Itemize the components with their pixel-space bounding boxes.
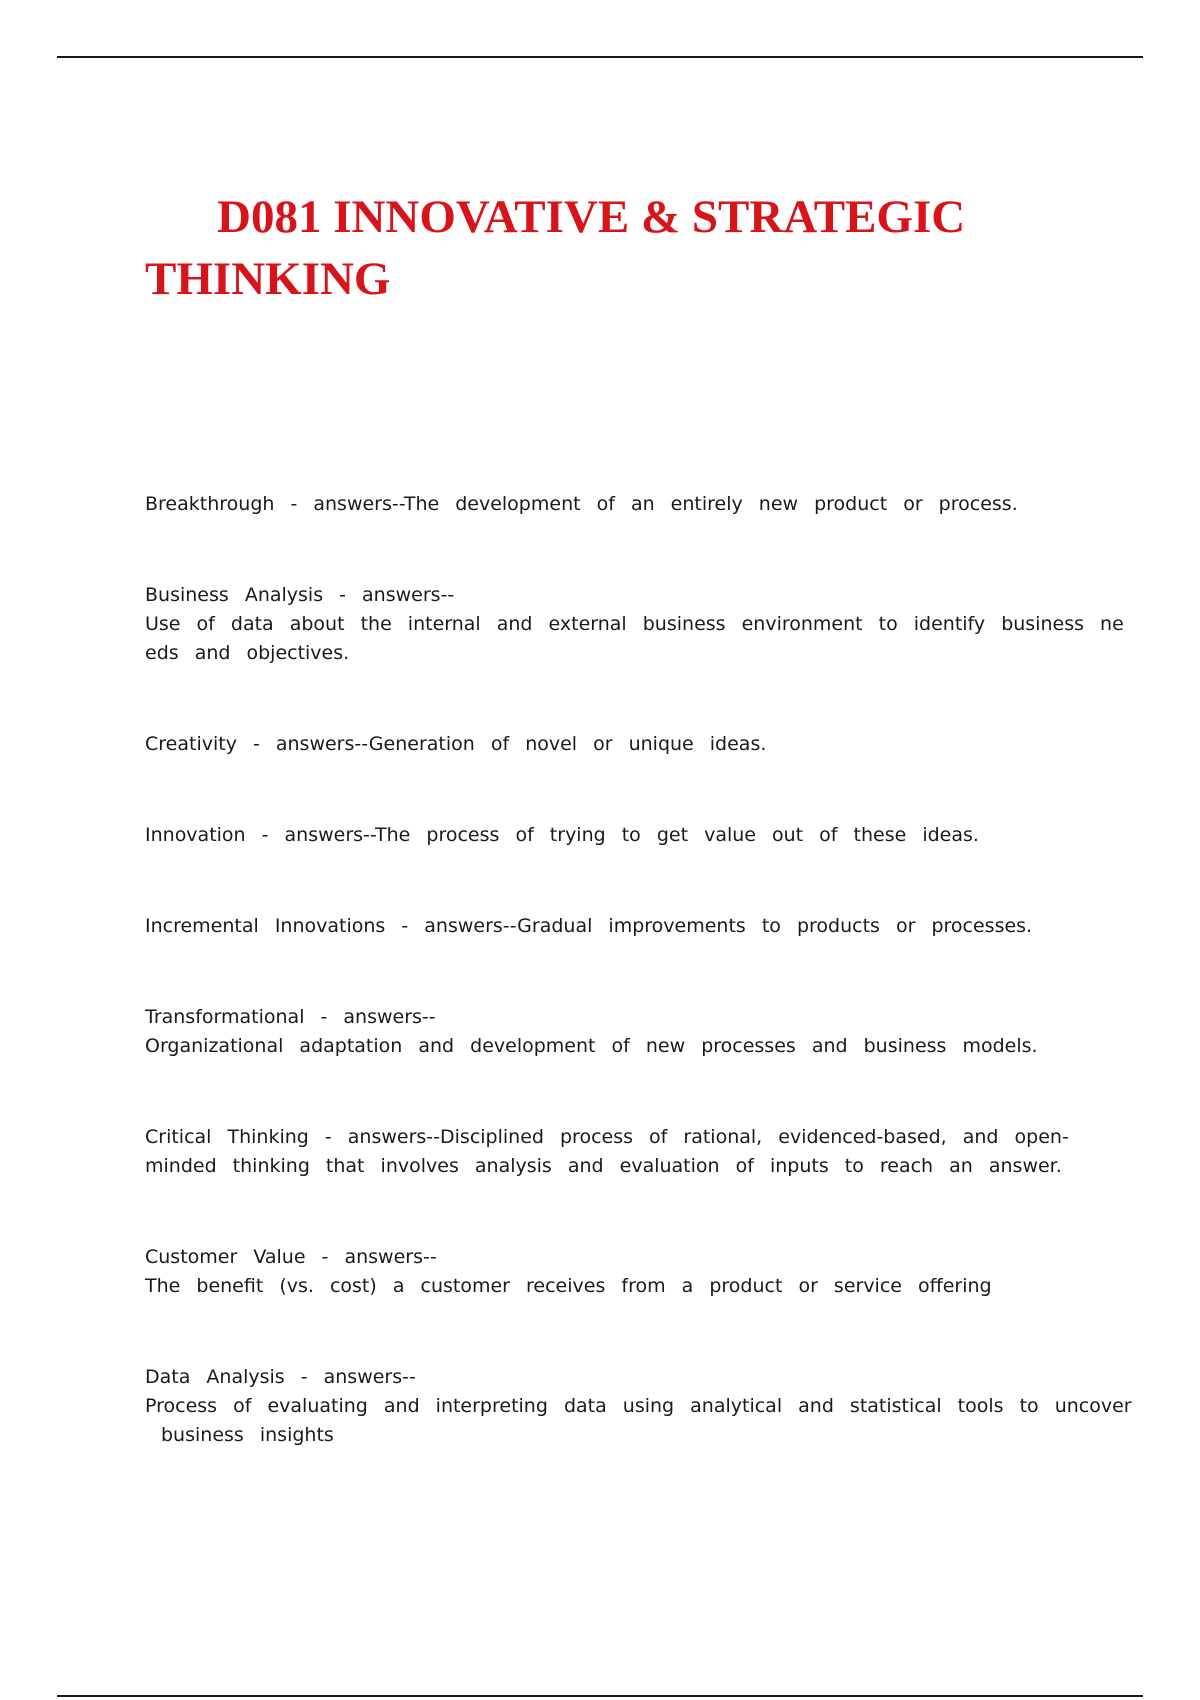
entry-line: Data Analysis - answers-- bbox=[145, 1366, 416, 1388]
entry-transformational bbox=[145, 1003, 1090, 1061]
flashcard-list bbox=[145, 490, 1132, 1512]
entry-line: Process of evaluating and interpreting data using analytical and statistical tools to uncover bbox=[145, 1395, 1132, 1417]
entry-line: minded thinking that involves analysis and evaluation of inputs to reach an answer. bbox=[145, 1155, 1062, 1177]
entry-critical-thinking bbox=[145, 1123, 1090, 1181]
entry-line: Creativity - answers--Generation of novel or unique ideas. bbox=[145, 733, 767, 755]
entry-line: Innovation - answers--The process of trying to get value out of these ideas. bbox=[145, 824, 979, 846]
entry-line: eds and objectives. bbox=[145, 642, 350, 664]
entry-line: Incremental Innovations - answers--Gradual improvements to products or processes. bbox=[145, 915, 1033, 937]
entry-line: Business Analysis - answers-- bbox=[145, 584, 455, 606]
entry-business-analysis bbox=[145, 581, 1124, 668]
entry-line: Transformational - answers-- bbox=[145, 1006, 436, 1028]
entry-breakthrough bbox=[145, 490, 1090, 519]
entry-data-analysis bbox=[145, 1363, 1132, 1450]
entry-line: The benefit (vs. cost) a customer receives from a product or service offering bbox=[145, 1275, 992, 1297]
entry-line: business insights bbox=[161, 1424, 334, 1446]
entry-line: Use of data about the internal and external business environment to identify business ne bbox=[145, 613, 1124, 635]
document-title bbox=[145, 186, 1045, 310]
entry-line: Critical Thinking - answers--Disciplined process of rational, evidenced-based, and open- bbox=[145, 1126, 1069, 1148]
entry-customer-value bbox=[145, 1243, 1090, 1301]
entry-innovation bbox=[145, 821, 1090, 850]
bottom-rule bbox=[57, 1695, 1143, 1697]
title-line-1: D081 INNOVATIVE & STRATEGIC bbox=[217, 191, 966, 243]
entry-creativity bbox=[145, 730, 1090, 759]
entry-line: Organizational adaptation and development of new processes and business models. bbox=[145, 1035, 1038, 1057]
entry-incremental-innovations bbox=[145, 912, 1090, 941]
entry-line: Breakthrough - answers--The development of an entirely new product or process. bbox=[145, 493, 1018, 515]
top-rule bbox=[57, 56, 1143, 58]
title-line-2: THINKING bbox=[145, 253, 391, 305]
entry-line: Customer Value - answers-- bbox=[145, 1246, 437, 1268]
